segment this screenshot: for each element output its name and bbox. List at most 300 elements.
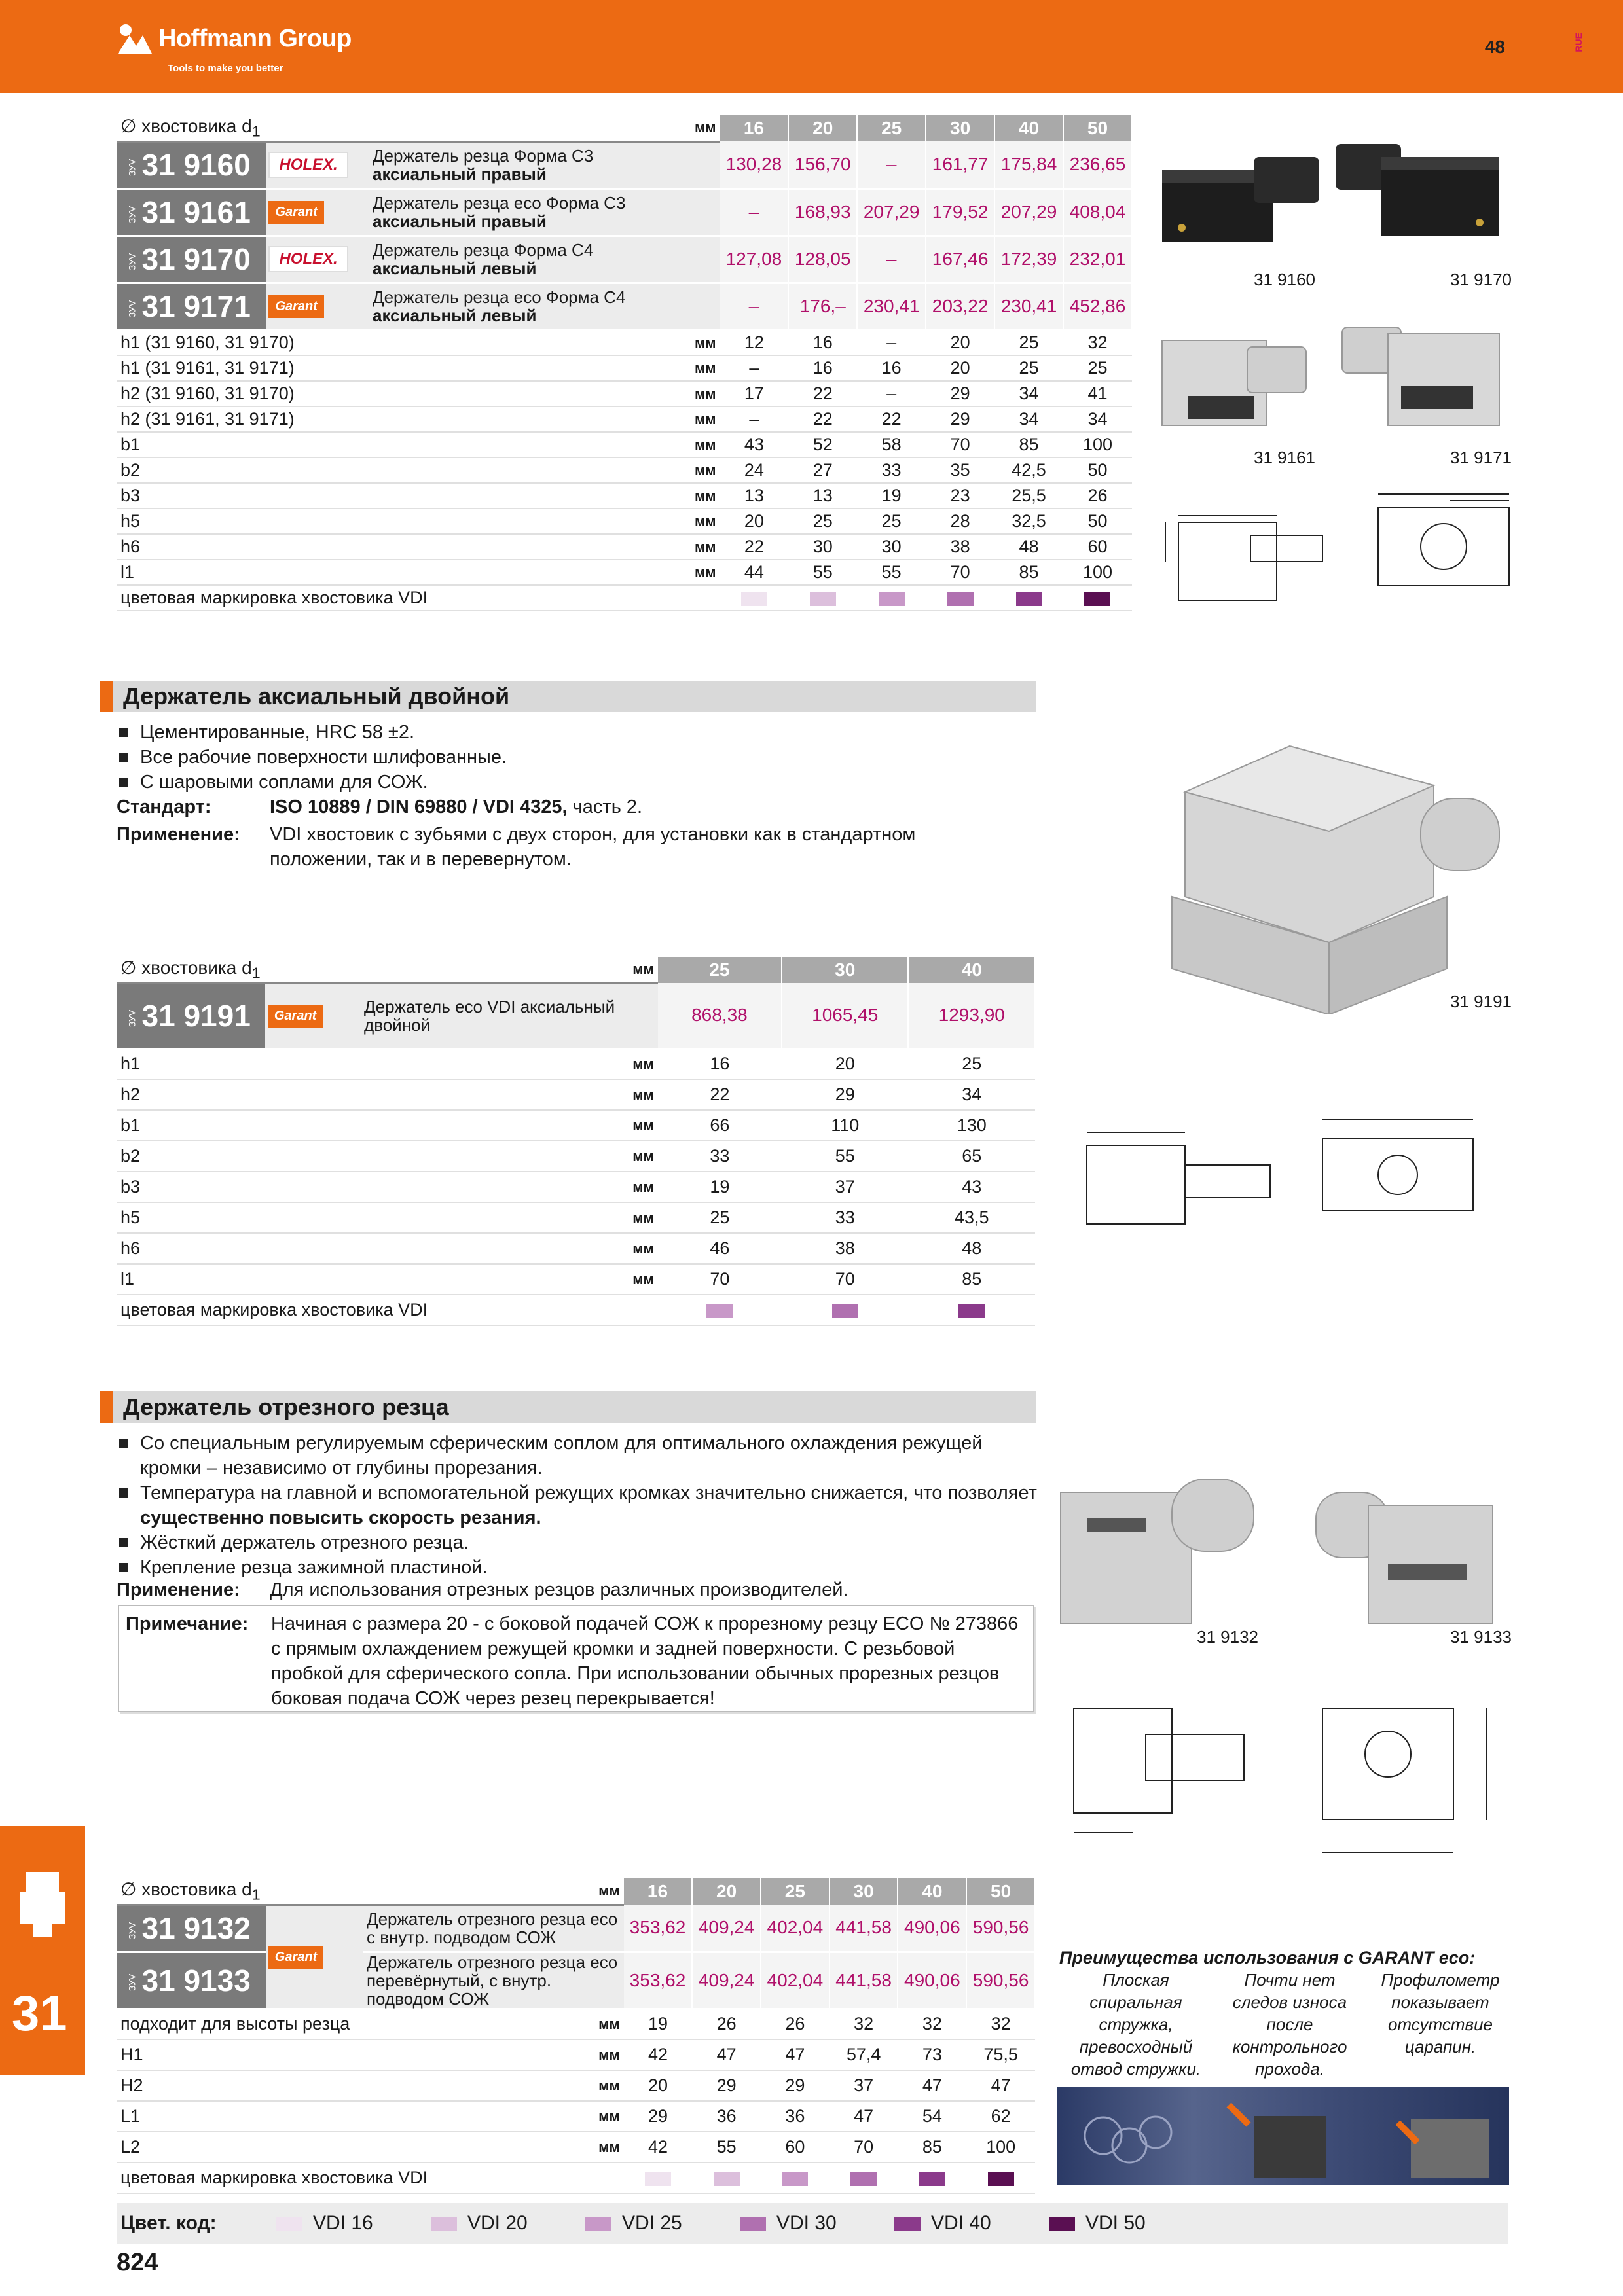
- price[interactable]: 207,29: [857, 188, 926, 236]
- eco-benefits-title: Преимущества использования с GARANT eco:: [1059, 1948, 1476, 1967]
- table-row: [117, 457, 1132, 483]
- size-col: 20: [692, 1878, 761, 1905]
- caption-31-9132: 31 9132: [1197, 1627, 1258, 1647]
- product-image-31-9132: [1054, 1466, 1264, 1636]
- section-title-axial-double: Держатель аксиальный двойной: [100, 681, 1036, 712]
- legend-swatch: [1049, 2217, 1075, 2231]
- article-number[interactable]: ЗУV 31 9170: [117, 236, 266, 283]
- legend-item: VDI 50: [1049, 2212, 1146, 2234]
- cell: 22: [857, 406, 926, 432]
- shank-diameter-label: ∅ хвостовика $d_1$: [117, 957, 610, 983]
- table-row: [117, 355, 1132, 381]
- color-code-row: [117, 585, 1132, 611]
- cell: 20: [782, 1049, 908, 1079]
- cell: 12: [720, 330, 789, 355]
- table-row: [117, 2039, 1035, 2070]
- cell: 25: [857, 509, 926, 534]
- table2-header: [117, 957, 1035, 983]
- list-item: С шаровыми соплами для СОЖ.: [118, 770, 507, 795]
- size-col: 40: [908, 957, 1035, 983]
- table-row: [117, 534, 1132, 560]
- product-image-31-9171: [1336, 314, 1512, 439]
- cell: 24: [720, 457, 789, 483]
- cell: 73: [898, 2039, 966, 2070]
- price[interactable]: 868,38: [658, 983, 782, 1049]
- product-image-31-9191: [1159, 726, 1512, 1014]
- price[interactable]: 353,62: [624, 1952, 693, 2009]
- technical-drawing-parting-side: [1054, 1702, 1290, 1852]
- application-line: [117, 1577, 1033, 1602]
- cell: 29: [761, 2070, 830, 2101]
- cell: 37: [830, 2070, 898, 2101]
- cell: 70: [658, 1264, 782, 1295]
- cell: 33: [658, 1141, 782, 1172]
- row-unit: мм: [610, 1172, 657, 1202]
- chapter-tab[interactable]: [0, 1826, 85, 2075]
- row-label: H1: [117, 2039, 586, 2070]
- holex-logo: HOLEX.: [268, 152, 348, 178]
- cell: 34: [994, 406, 1063, 432]
- cell: 58: [857, 432, 926, 457]
- eco-benefits-photo: [1057, 2087, 1509, 2185]
- price[interactable]: 590,56: [966, 1952, 1035, 2009]
- cell: 26: [692, 2009, 761, 2039]
- cell: 33: [857, 457, 926, 483]
- cell: 66: [658, 1110, 782, 1141]
- article-number[interactable]: ЗУV 31 9160: [117, 141, 266, 188]
- table-row: [117, 406, 1132, 432]
- vdi-color-swatch: [1084, 592, 1110, 606]
- cell: 22: [720, 534, 789, 560]
- cell: 13: [720, 483, 789, 509]
- cell: 25: [994, 355, 1063, 381]
- table-row: [117, 1264, 1035, 1295]
- row-unit: мм: [610, 1233, 657, 1264]
- price[interactable]: 353,62: [624, 1905, 693, 1952]
- brand-name: Hoffmann Group: [158, 24, 352, 52]
- article-desc: Держатель резца Форма С3 аксиальный правый: [369, 141, 720, 188]
- cell: 55: [692, 2132, 761, 2162]
- cell: 54: [898, 2101, 966, 2132]
- holex-logo: HOLEX.: [268, 246, 348, 272]
- cell: 23: [926, 483, 994, 509]
- article-row[interactable]: [117, 983, 1035, 1049]
- article-number[interactable]: ЗУV 31 9161: [117, 188, 266, 236]
- technical-drawing-side: [1152, 490, 1336, 614]
- cell: 48: [994, 534, 1063, 560]
- article-desc: Держатель резца eco Форма С3 аксиальный правый: [369, 188, 720, 236]
- color-code-row: [117, 1295, 1035, 1325]
- article-desc: Держатель резца Форма С4 аксиальный левый: [369, 236, 720, 283]
- feature-list: [118, 720, 507, 795]
- cell: 75,5: [966, 2039, 1035, 2070]
- row-label: b2: [117, 457, 670, 483]
- article-row[interactable]: [117, 141, 1132, 188]
- cell: 29: [624, 2101, 693, 2132]
- table-row: [117, 1110, 1035, 1141]
- vdi-color-swatch: [810, 592, 836, 606]
- cell: 55: [857, 560, 926, 585]
- application-line: [117, 822, 1033, 874]
- product-image-31-9133: [1309, 1473, 1512, 1630]
- size-col: 30: [926, 115, 994, 141]
- cell: 62: [966, 2101, 1035, 2132]
- list-item: Температура на главной и вспомогательной режущих кромках значительно снижается, что позволяет существенно повысить скорость резания.: [118, 1480, 1048, 1530]
- cell: 29: [926, 381, 994, 406]
- cell: 16: [857, 355, 926, 381]
- table-parting-holders: [117, 1878, 1036, 2194]
- row-unit: мм: [670, 509, 720, 534]
- table-row: [117, 1202, 1035, 1233]
- cell: 70: [782, 1264, 908, 1295]
- cell: 100: [1063, 432, 1132, 457]
- row-label: h1: [117, 1049, 610, 1079]
- cell: 47: [966, 2070, 1035, 2101]
- price[interactable]: 236,65: [1063, 141, 1132, 188]
- brand-cell: [266, 1905, 363, 2009]
- cell: 35: [926, 457, 994, 483]
- eco-photo-icon: [1057, 2087, 1509, 2185]
- cell: 47: [761, 2039, 830, 2070]
- row-label: b2: [117, 1141, 610, 1172]
- price[interactable]: 128,05: [788, 236, 857, 283]
- row-label: h1 (31 9160, 31 9170): [117, 330, 670, 355]
- cell: 25: [908, 1049, 1035, 1079]
- cell: 30: [788, 534, 857, 560]
- vdi-color-swatch: [958, 1304, 985, 1318]
- article-desc: Держатель резца eco Форма С4 аксиальный левый: [369, 283, 720, 330]
- row-label: b1: [117, 1110, 610, 1141]
- caption-31-9160: 31 9160: [1254, 270, 1315, 289]
- cell: 44: [720, 560, 789, 585]
- row-label: h2: [117, 1079, 610, 1110]
- cell: 130: [908, 1110, 1035, 1141]
- cell: 46: [658, 1233, 782, 1264]
- row-unit: мм: [586, 2039, 624, 2070]
- cell: 13: [788, 483, 857, 509]
- page-number-top: 48: [1484, 37, 1505, 57]
- brand-logo: [117, 22, 352, 55]
- section-title-parting-holder: Держатель отрезного резца: [100, 1391, 1036, 1423]
- price[interactable]: 130,28: [720, 141, 789, 188]
- cell: 34: [994, 381, 1063, 406]
- row-unit: мм: [610, 1264, 657, 1295]
- price[interactable]: 409,24: [692, 1952, 761, 2009]
- cell: –: [857, 330, 926, 355]
- article-desc: Держатель eco VDI аксиальный двойной: [360, 983, 658, 1049]
- article-row[interactable]: [117, 1952, 1035, 2009]
- hoffmann-logo-icon: [117, 22, 153, 55]
- cell: 50: [1063, 457, 1132, 483]
- cell: 16: [658, 1049, 782, 1079]
- table-row: [117, 2009, 1035, 2039]
- cell: –: [720, 406, 789, 432]
- row-unit: мм: [670, 330, 720, 355]
- price[interactable]: 172,39: [994, 236, 1063, 283]
- size-col: 16: [720, 115, 789, 141]
- article-desc: Держатель отрезного резца eco перевёрнутый, с внутр. подводом СОЖ: [363, 1952, 624, 2009]
- price[interactable]: –: [720, 283, 789, 330]
- row-label: цветовая маркировка хвостовика VDI: [117, 1295, 658, 1325]
- vdi-color-swatch: [850, 2172, 877, 2186]
- row-label: b3: [117, 1172, 610, 1202]
- brand-cell: [266, 188, 369, 236]
- price[interactable]: –: [857, 236, 926, 283]
- price[interactable]: 1065,45: [782, 983, 908, 1049]
- legend-swatch: [276, 2217, 302, 2231]
- row-unit: мм: [670, 560, 720, 585]
- cell: 22: [658, 1079, 782, 1110]
- cell: 34: [908, 1079, 1035, 1110]
- cell: 42: [624, 2132, 693, 2162]
- row-label: подходит для высоты резца: [117, 2009, 586, 2039]
- article-number[interactable]: ЗУV 31 9133: [117, 1952, 266, 2009]
- cell: 36: [761, 2101, 830, 2132]
- price[interactable]: –: [720, 188, 789, 236]
- cell: 47: [830, 2101, 898, 2132]
- size-col: 16: [624, 1878, 693, 1905]
- product-image-31-9160: [1156, 144, 1326, 255]
- article-row[interactable]: [117, 188, 1132, 236]
- row-label: цветовая маркировка хвостовика VDI: [117, 2162, 624, 2193]
- price[interactable]: 408,04: [1063, 188, 1132, 236]
- price[interactable]: 490,06: [898, 1905, 966, 1952]
- size-col: 30: [782, 957, 908, 983]
- price[interactable]: 409,24: [692, 1905, 761, 1952]
- cell: 85: [994, 432, 1063, 457]
- price[interactable]: 230,41: [857, 283, 926, 330]
- row-label: L1: [117, 2101, 586, 2132]
- price[interactable]: 590,56: [966, 1905, 1035, 1952]
- table-row: [117, 1172, 1035, 1202]
- article-number[interactable]: ЗУV 31 9171: [117, 283, 266, 330]
- cell: 55: [788, 560, 857, 585]
- table-axial-double: [117, 957, 1036, 1326]
- brand-cell: [266, 283, 369, 330]
- cell: 22: [788, 381, 857, 406]
- caption-31-9170: 31 9170: [1450, 270, 1512, 289]
- size-col: 25: [857, 115, 926, 141]
- table3-header: [117, 1878, 1035, 1905]
- cell: 65: [908, 1141, 1035, 1172]
- cell: 29: [782, 1079, 908, 1110]
- table-row: [117, 2101, 1035, 2132]
- price[interactable]: 402,04: [761, 1905, 830, 1952]
- row-label: H2: [117, 2070, 586, 2101]
- legend-title: Цвет. код:: [120, 2212, 217, 2234]
- row-unit: мм: [610, 1110, 657, 1141]
- caption-31-9191: 31 9191: [1450, 992, 1512, 1011]
- standard-label: Стандарт:: [117, 797, 211, 817]
- size-col: 25: [658, 957, 782, 983]
- cell: 16: [788, 330, 857, 355]
- cell: 32: [830, 2009, 898, 2039]
- price[interactable]: 156,70: [788, 141, 857, 188]
- price[interactable]: 1293,90: [908, 983, 1035, 1049]
- cell: 32: [898, 2009, 966, 2039]
- size-col: 40: [898, 1878, 966, 1905]
- garant-logo: Garant: [268, 201, 323, 224]
- cell: 70: [830, 2132, 898, 2162]
- size-col: 30: [830, 1878, 898, 1905]
- cell: 19: [658, 1172, 782, 1202]
- technical-drawing-front: [1365, 481, 1522, 619]
- technical-drawing-double-side: [1054, 1113, 1296, 1244]
- brand-cell: [266, 236, 369, 283]
- eco-benefit-3: Профилометр показывает отсутствие царапин.: [1381, 1970, 1500, 2056]
- row-unit: мм: [586, 2132, 624, 2162]
- caption-31-9171: 31 9171: [1450, 448, 1512, 467]
- eco-benefit-2: Почти нет следов износа после контрольного прохода.: [1232, 1970, 1347, 2079]
- vdi-color-swatch: [988, 2172, 1014, 2186]
- price[interactable]: 441,58: [830, 1952, 898, 2009]
- cell: 19: [857, 483, 926, 509]
- cell: 55: [782, 1141, 908, 1172]
- price[interactable]: –: [857, 141, 926, 188]
- cell: 16: [788, 355, 857, 381]
- cell: 70: [926, 560, 994, 585]
- application-value: Для использования отрезных резцов различных производителей.: [270, 1579, 848, 1600]
- row-label: h1 (31 9161, 31 9171): [117, 355, 670, 381]
- cell: 25: [994, 330, 1063, 355]
- legend-item: VDI 25: [585, 2212, 682, 2234]
- article-number[interactable]: ЗУV 31 9191: [117, 983, 265, 1049]
- product-image-31-9161: [1156, 327, 1313, 445]
- table-row: [117, 483, 1132, 509]
- cell: 28: [926, 509, 994, 534]
- cell: 17: [720, 381, 789, 406]
- note-text: Начиная с размера 20 - с боковой подачей СОЖ к прорезному резцу ECO № 273866 с прямым охлаждением режущей кромки и задней поверхности. С резьбовой пробкой для сферического сопла. При использовании обычных прорезных резцов боковая подача СОЖ через резец перекрывается!: [271, 1613, 1019, 1709]
- cell: 25: [788, 509, 857, 534]
- row-unit: мм: [670, 355, 720, 381]
- cell: 33: [782, 1202, 908, 1233]
- price[interactable]: 452,86: [1063, 283, 1132, 330]
- unit-label: мм: [610, 957, 657, 983]
- table-row: [117, 509, 1132, 534]
- standard-value: ISO 10889 / DIN 69880 / VDI 4325, часть 2.: [270, 797, 643, 817]
- row-label: h5: [117, 509, 670, 534]
- shank-diameter-label: ∅ хвостовика $d_1$: [117, 115, 670, 141]
- brand-cell: [266, 141, 369, 188]
- legend-swatch: [894, 2217, 921, 2231]
- table1-header: [117, 115, 1132, 141]
- legend-item: VDI 20: [431, 2212, 528, 2234]
- cell: 38: [782, 1233, 908, 1264]
- page-number-bottom: 824: [117, 2249, 158, 2276]
- list-item: Все рабочие поверхности шлифованные.: [118, 745, 507, 770]
- price[interactable]: 168,93: [788, 188, 857, 236]
- row-unit: мм: [610, 1141, 657, 1172]
- row-unit: мм: [586, 2070, 624, 2101]
- cell: 26: [761, 2009, 830, 2039]
- price[interactable]: 402,04: [761, 1952, 830, 2009]
- row-label: b1: [117, 432, 670, 457]
- cell: 70: [926, 432, 994, 457]
- cell: 25: [658, 1202, 782, 1233]
- row-unit: мм: [610, 1079, 657, 1110]
- row-unit: мм: [670, 534, 720, 560]
- price[interactable]: 127,08: [720, 236, 789, 283]
- legend-item: VDI 16: [276, 2212, 373, 2234]
- garant-logo: Garant: [268, 1946, 323, 1969]
- price[interactable]: 207,29: [994, 188, 1063, 236]
- cell: 27: [788, 457, 857, 483]
- cell: 42: [624, 2039, 693, 2070]
- cell: 20: [926, 330, 994, 355]
- article-row[interactable]: [117, 236, 1132, 283]
- price[interactable]: 176,–: [788, 283, 857, 330]
- cell: 34: [1063, 406, 1132, 432]
- price[interactable]: 203,22: [926, 283, 994, 330]
- cell: 38: [926, 534, 994, 560]
- cell: 32,5: [994, 509, 1063, 534]
- price[interactable]: 179,52: [926, 188, 994, 236]
- article-number[interactable]: ЗУV 31 9132: [117, 1905, 266, 1952]
- cell: 43: [720, 432, 789, 457]
- price[interactable]: 232,01: [1063, 236, 1132, 283]
- cell: 48: [908, 1233, 1035, 1264]
- size-col: 25: [761, 1878, 830, 1905]
- unit-label: мм: [670, 115, 720, 141]
- row-unit: мм: [670, 457, 720, 483]
- legend-swatch: [431, 2217, 457, 2231]
- list-item: Цементированные, HRC 58 ±2.: [118, 720, 507, 745]
- eco-benefit-1: Плоская спиральная стружка, превосходный отвод стружки.: [1070, 1970, 1201, 2079]
- vdi-color-swatch: [832, 1304, 858, 1318]
- row-unit: мм: [670, 432, 720, 457]
- price[interactable]: 490,06: [898, 1952, 966, 2009]
- cell: 30: [857, 534, 926, 560]
- article-row[interactable]: [117, 283, 1132, 330]
- article-row[interactable]: [117, 1905, 1035, 1952]
- price[interactable]: 161,77: [926, 141, 994, 188]
- price[interactable]: 175,84: [994, 141, 1063, 188]
- legend-item: VDI 30: [740, 2212, 837, 2234]
- vdi-color-swatch: [782, 2172, 808, 2186]
- table-row: [117, 381, 1132, 406]
- cell: 19: [624, 2009, 693, 2039]
- table-row: [117, 330, 1132, 355]
- garant-logo: Garant: [268, 1005, 323, 1028]
- price[interactable]: 230,41: [994, 283, 1063, 330]
- vdi-color-swatch: [1016, 592, 1042, 606]
- row-label: цветовая маркировка хвостовика VDI: [117, 585, 720, 611]
- table-row: [117, 1079, 1035, 1110]
- list-item: Со специальным регулируемым сферическим соплом для оптимального охлаждения режущей кромки – независимо от глубины прорезания.: [118, 1431, 1048, 1480]
- price[interactable]: 441,58: [830, 1905, 898, 1952]
- application-value: VDI хвостовик с зубьями с двух сторон, для установки как в стандартном положении, так и в перевернутом.: [270, 824, 916, 870]
- vdi-color-swatch: [714, 2172, 740, 2186]
- tool-holder-icon: [13, 1865, 72, 1944]
- cell: 57,4: [830, 2039, 898, 2070]
- table-row: [117, 2070, 1035, 2101]
- brand-tagline: Tools to make you better: [168, 63, 283, 74]
- size-col: 20: [788, 115, 857, 141]
- price[interactable]: 167,46: [926, 236, 994, 283]
- table-axial-holders: [117, 115, 1133, 611]
- cell: 43: [908, 1172, 1035, 1202]
- cell: 100: [966, 2132, 1035, 2162]
- application-label: Применение:: [117, 824, 240, 845]
- cell: 47: [692, 2039, 761, 2070]
- unit-label: мм: [586, 1878, 624, 1905]
- row-unit: мм: [670, 381, 720, 406]
- article-desc: Держатель отрезного резца eco с внутр. подводом СОЖ: [363, 1905, 624, 1952]
- row-unit: мм: [670, 406, 720, 432]
- cell: 25,5: [994, 483, 1063, 509]
- cell: 20: [720, 509, 789, 534]
- cell: 20: [624, 2070, 693, 2101]
